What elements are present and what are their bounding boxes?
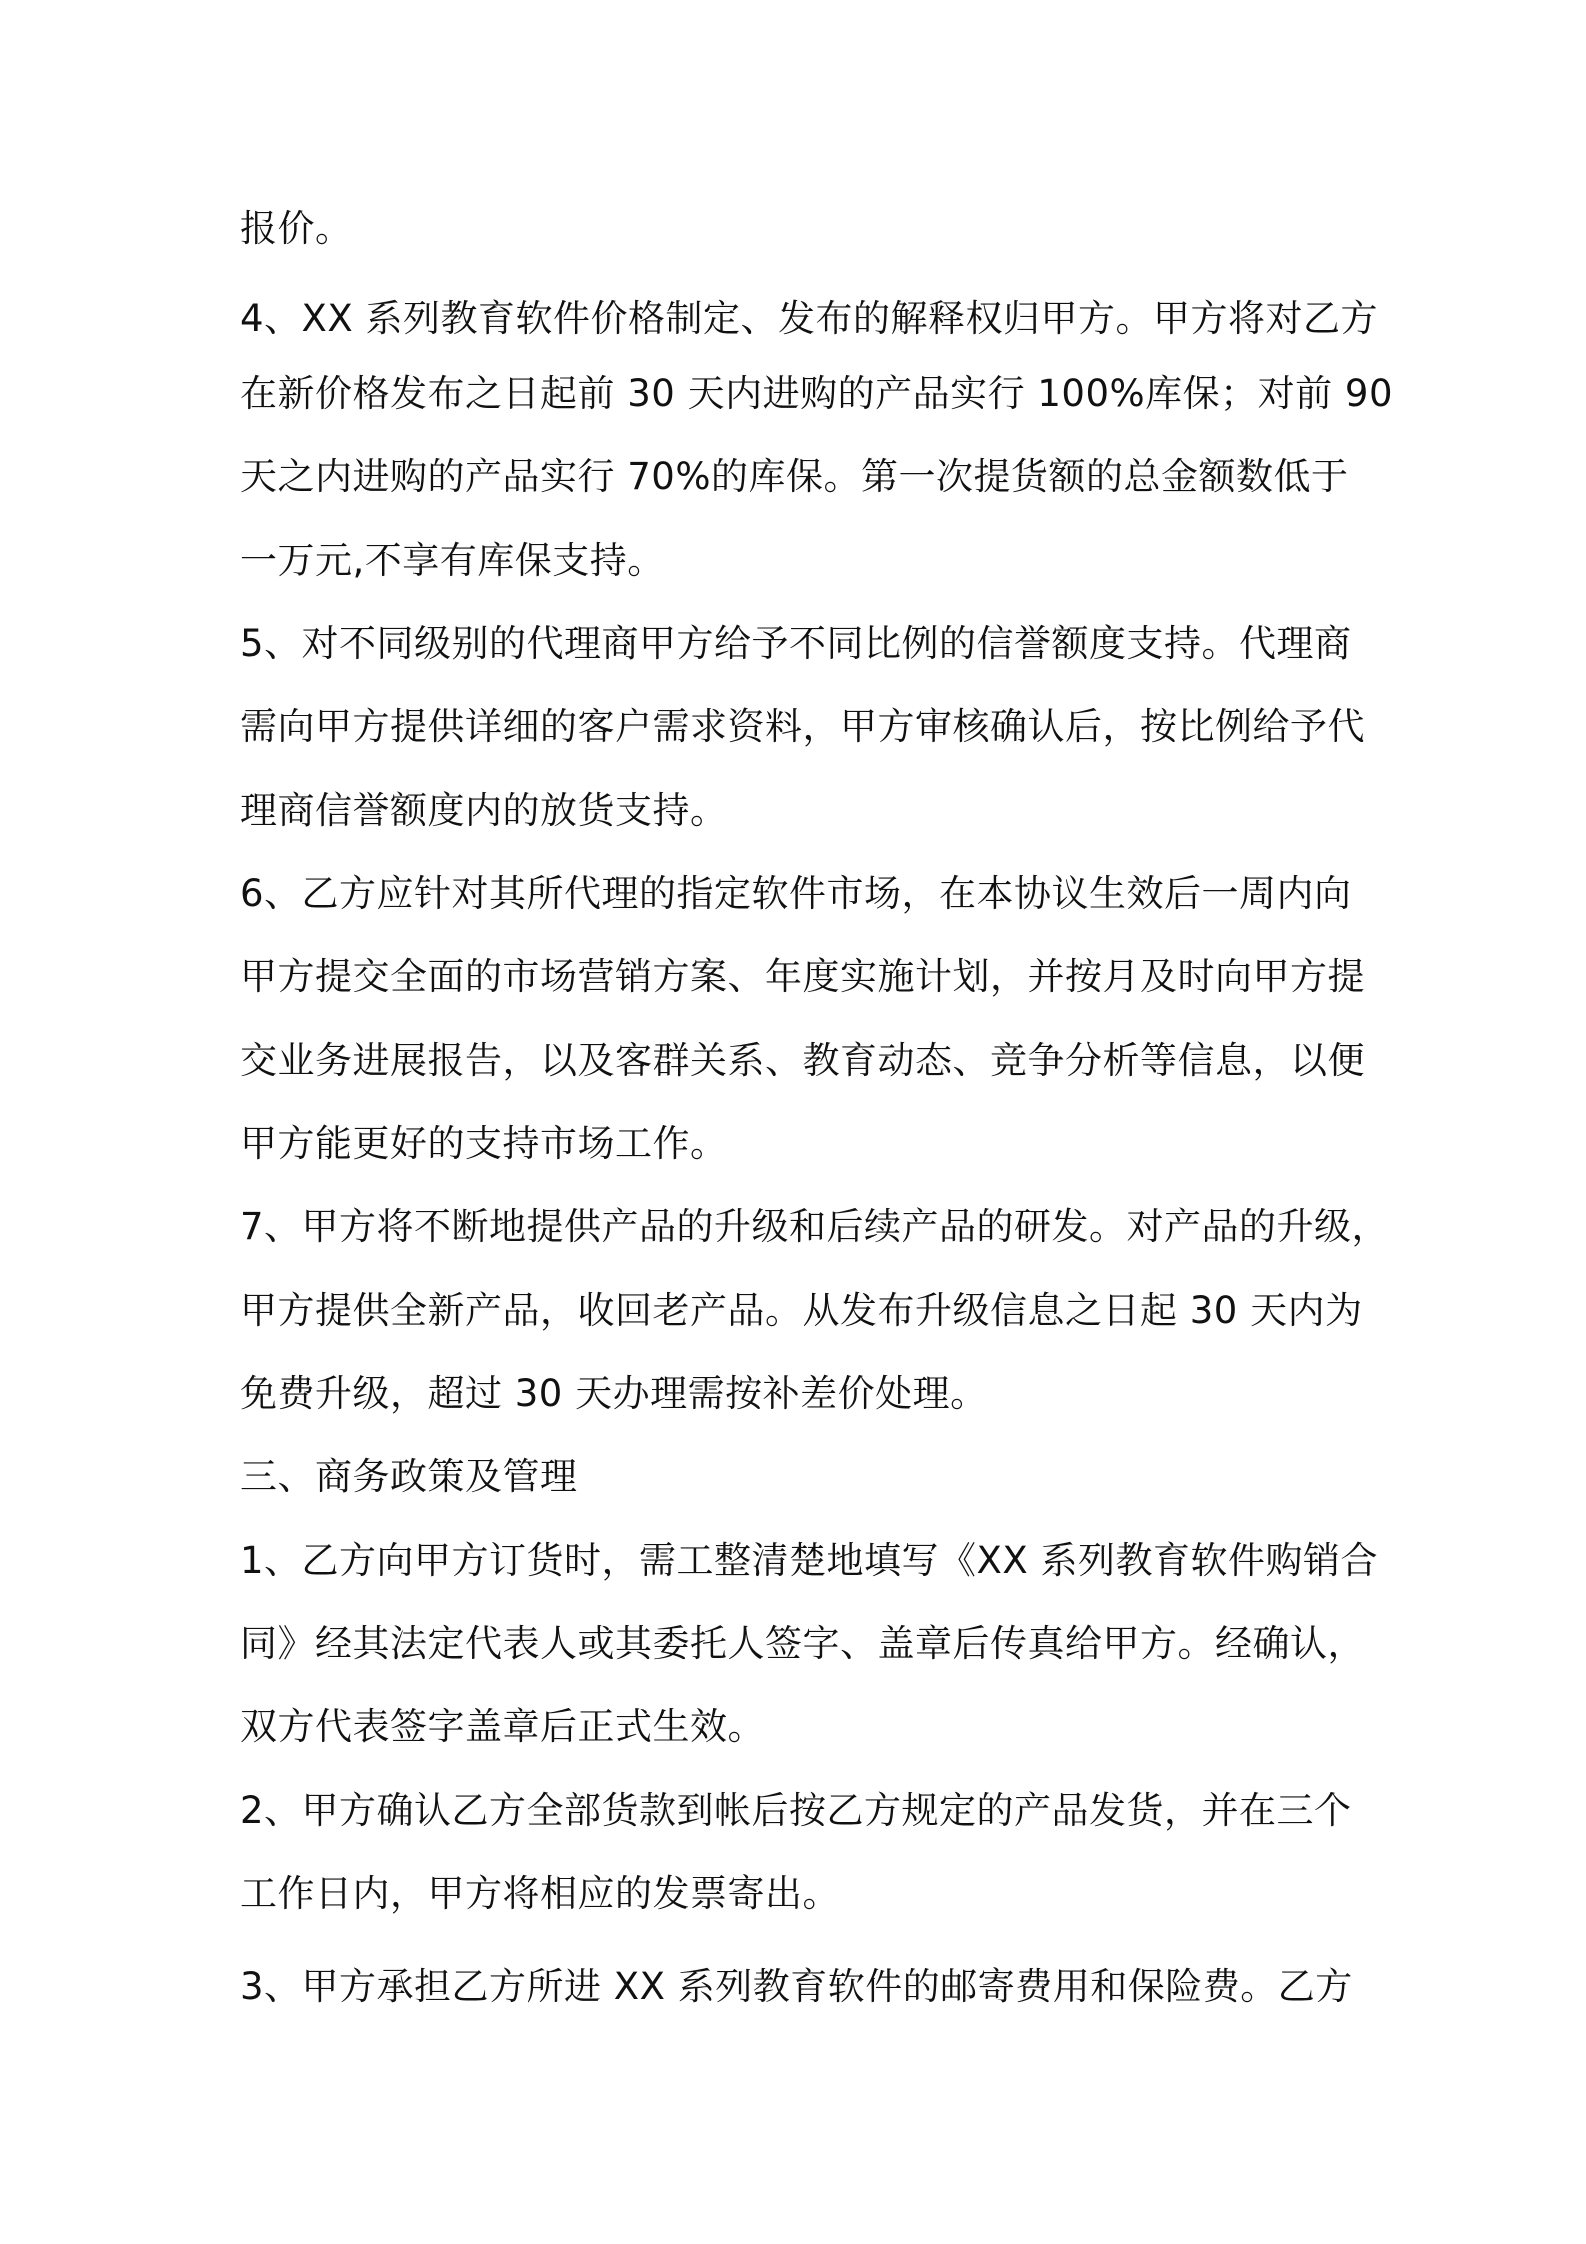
text-line: 理商信誉额度内的放货支持。	[240, 789, 728, 832]
text-line: 1、乙方向甲方订货时，需工整清楚地填写《XX 系列教育软件购销合	[240, 1539, 1378, 1582]
text-line: 一万元,不享有库保支持。	[240, 539, 665, 582]
text-line: 免费升级，超过 30 天办理需按补差价处理。	[240, 1372, 988, 1415]
text-line: 3、甲方承担乙方所进 XX 系列教育软件的邮寄费用和保险费。乙方	[240, 1965, 1353, 2008]
text-line: 6、乙方应针对其所代理的指定软件市场，在本协议生效后一周内向	[240, 872, 1352, 915]
text-line: 甲方能更好的支持市场工作。	[240, 1122, 728, 1165]
text-line: 甲方提供全新产品，收回老产品。从发布升级信息之日起 30 天内为	[240, 1289, 1363, 1332]
text-line: 报价。	[240, 207, 353, 250]
text-line: 交业务进展报告，以及客群关系、教育动态、竞争分析等信息，以便	[240, 1039, 1365, 1082]
text-line: 2、甲方确认乙方全部货款到帐后按乙方规定的产品发货，并在三个	[240, 1789, 1352, 1832]
section-heading: 三、商务政策及管理	[240, 1455, 578, 1498]
text-line: 4、XX 系列教育软件价格制定、发布的解释权归甲方。甲方将对乙方	[240, 297, 1378, 340]
text-line: 双方代表签字盖章后正式生效。	[240, 1705, 765, 1748]
text-line: 在新价格发布之日起前 30 天内进购的产品实行 100%库保；对前 90	[240, 372, 1393, 415]
text-line: 工作日内，甲方将相应的发票寄出。	[240, 1872, 840, 1915]
text-line: 甲方提交全面的市场营销方案、年度实施计划，并按月及时向甲方提	[240, 955, 1365, 998]
text-line: 需向甲方提供详细的客户需求资料，甲方审核确认后，按比例给予代	[240, 705, 1365, 748]
text-line: 同》经其法定代表人或其委托人签字、盖章后传真给甲方。经确认，	[240, 1622, 1365, 1665]
text-line: 7、甲方将不断地提供产品的升级和后续产品的研发。对产品的升级，	[240, 1205, 1390, 1248]
text-line: 天之内进购的产品实行 70%的库保。第一次提货额的总金额数低于	[240, 455, 1349, 498]
text-line: 5、对不同级别的代理商甲方给予不同比例的信誉额度支持。代理商	[240, 622, 1352, 665]
